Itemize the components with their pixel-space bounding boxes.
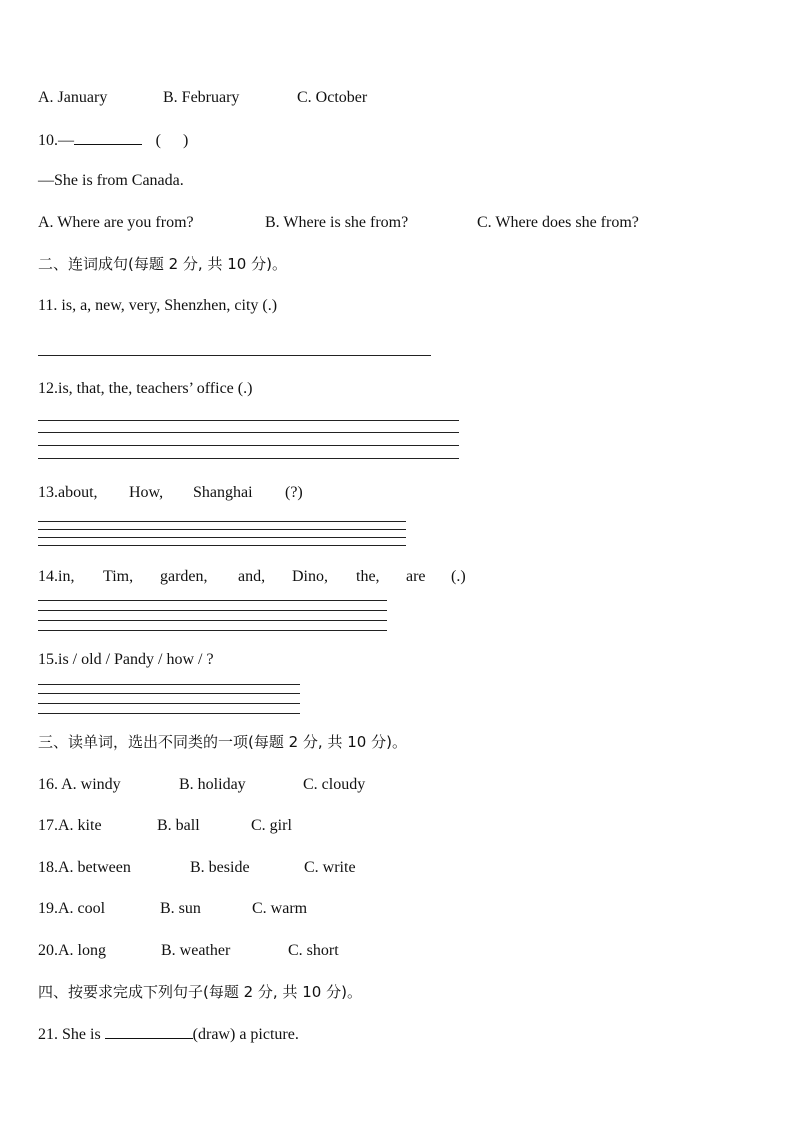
q16-number: 16.	[38, 776, 62, 793]
section4-heading: 四、按要求完成下列句子(每题 2 分, 共 10 分)。	[38, 983, 362, 1001]
q14-answer-line-4[interactable]	[38, 630, 387, 631]
q16-option-a: A. windy	[61, 776, 121, 793]
q14-word-5: Dino,	[292, 568, 328, 585]
q20-option-c: C. short	[288, 942, 339, 959]
q14-word-6: the,	[356, 568, 380, 585]
q14-word-1: in,	[58, 568, 75, 585]
section2-heading: 二、连词成句(每题 2 分, 共 10 分)。	[38, 255, 287, 273]
q13-word-1: about,	[58, 484, 98, 501]
q13-answer-line-4[interactable]	[38, 545, 406, 546]
q10-prompt	[38, 130, 192, 151]
q19-number: 19.	[38, 900, 58, 917]
q12-number: 12.	[38, 380, 58, 397]
q13-number: 13.	[38, 484, 58, 501]
q15-answer-line-3[interactable]	[38, 703, 300, 704]
q15	[38, 650, 214, 670]
q21-answer-blank[interactable]	[105, 1024, 193, 1039]
q10-response: —She is from Canada.	[38, 172, 184, 189]
q15-answer-line-2[interactable]	[38, 693, 300, 694]
q18-option-c: C. write	[304, 859, 356, 876]
q13-answer-line-3[interactable]	[38, 537, 406, 538]
q14-word-2: Tim,	[103, 568, 134, 585]
q18-number: 18.	[38, 859, 58, 876]
q13-answer-line-2[interactable]	[38, 529, 406, 530]
q10-option-c: C. Where does she from?	[477, 214, 639, 231]
q12-answer-line-2[interactable]	[38, 432, 459, 433]
q14-answer-line-3[interactable]	[38, 620, 387, 621]
q16-option-c: C. cloudy	[303, 776, 366, 793]
q19-option-a: A. cool	[58, 900, 106, 917]
q14-word-8: (.)	[451, 568, 466, 585]
q9-option-c: C. October	[297, 89, 368, 106]
q14-number: 14.	[38, 568, 58, 585]
q17-option-c: C. girl	[251, 817, 292, 834]
q16-option-b: B. holiday	[179, 776, 246, 793]
q15-number: 15.	[38, 651, 58, 668]
q12-answer-line-4[interactable]	[38, 458, 459, 459]
q15-words: is / old / Pandy / how / ?	[58, 651, 214, 668]
q11-answer-line[interactable]	[38, 355, 431, 356]
q21	[38, 1024, 299, 1045]
q17-option-b: B. ball	[157, 817, 200, 834]
q19-option-b: B. sun	[160, 900, 201, 917]
q12-answer-line-3[interactable]	[38, 445, 459, 446]
q14-answer-line-2[interactable]	[38, 610, 387, 611]
q14-word-3: garden,	[160, 568, 208, 585]
q10-paren-close: )	[183, 132, 189, 149]
q13-answer-line-1[interactable]	[38, 521, 406, 522]
q9-option-a: A. January	[38, 89, 108, 106]
q11	[38, 296, 277, 316]
q11-number: 11.	[38, 297, 58, 314]
q10-option-b: B. Where is she from?	[265, 214, 409, 231]
q17-option-a: A. kite	[58, 817, 102, 834]
q17-number: 17.	[38, 817, 58, 834]
q10-answer-blank[interactable]	[74, 130, 142, 145]
q10-option-a: A. Where are you from?	[38, 214, 194, 231]
q12-words: is, that, the, teachers’ office (.)	[58, 380, 253, 397]
q21-number: 21.	[38, 1026, 58, 1043]
q15-answer-line-4[interactable]	[38, 713, 300, 714]
q10-number: 10.	[38, 132, 58, 149]
q20-number: 20.	[38, 942, 58, 959]
q15-answer-line-1[interactable]	[38, 684, 300, 685]
q13-word-2: How,	[129, 484, 164, 501]
q18-option-b: B. beside	[190, 859, 250, 876]
q12	[38, 379, 252, 399]
q21-text-before: She is	[58, 1026, 105, 1043]
q18-option-a: A. between	[58, 859, 131, 876]
q13-word-3: Shanghai	[193, 484, 253, 501]
q10-paren-open: (	[155, 132, 161, 149]
q10-dash: —	[58, 132, 74, 149]
q13-word-4: (?)	[285, 484, 303, 501]
q9-option-b: B. February	[163, 89, 240, 106]
q12-answer-line-1[interactable]	[38, 420, 459, 421]
q19-option-c: C. warm	[252, 900, 308, 917]
q14-word-7: are	[406, 568, 426, 585]
q14-answer-line-1[interactable]	[38, 600, 387, 601]
section3-heading: 三、读单词，选出不同类的一项(每题 2 分, 共 10 分)。	[38, 733, 407, 751]
q20-option-b: B. weather	[161, 942, 231, 959]
q20-option-a: A. long	[58, 942, 106, 959]
q21-text-after: (draw) a picture.	[192, 1026, 299, 1043]
q11-words: is, a, new, very, Shenzhen, city (.)	[57, 297, 278, 314]
q14-word-4: and,	[238, 568, 266, 585]
